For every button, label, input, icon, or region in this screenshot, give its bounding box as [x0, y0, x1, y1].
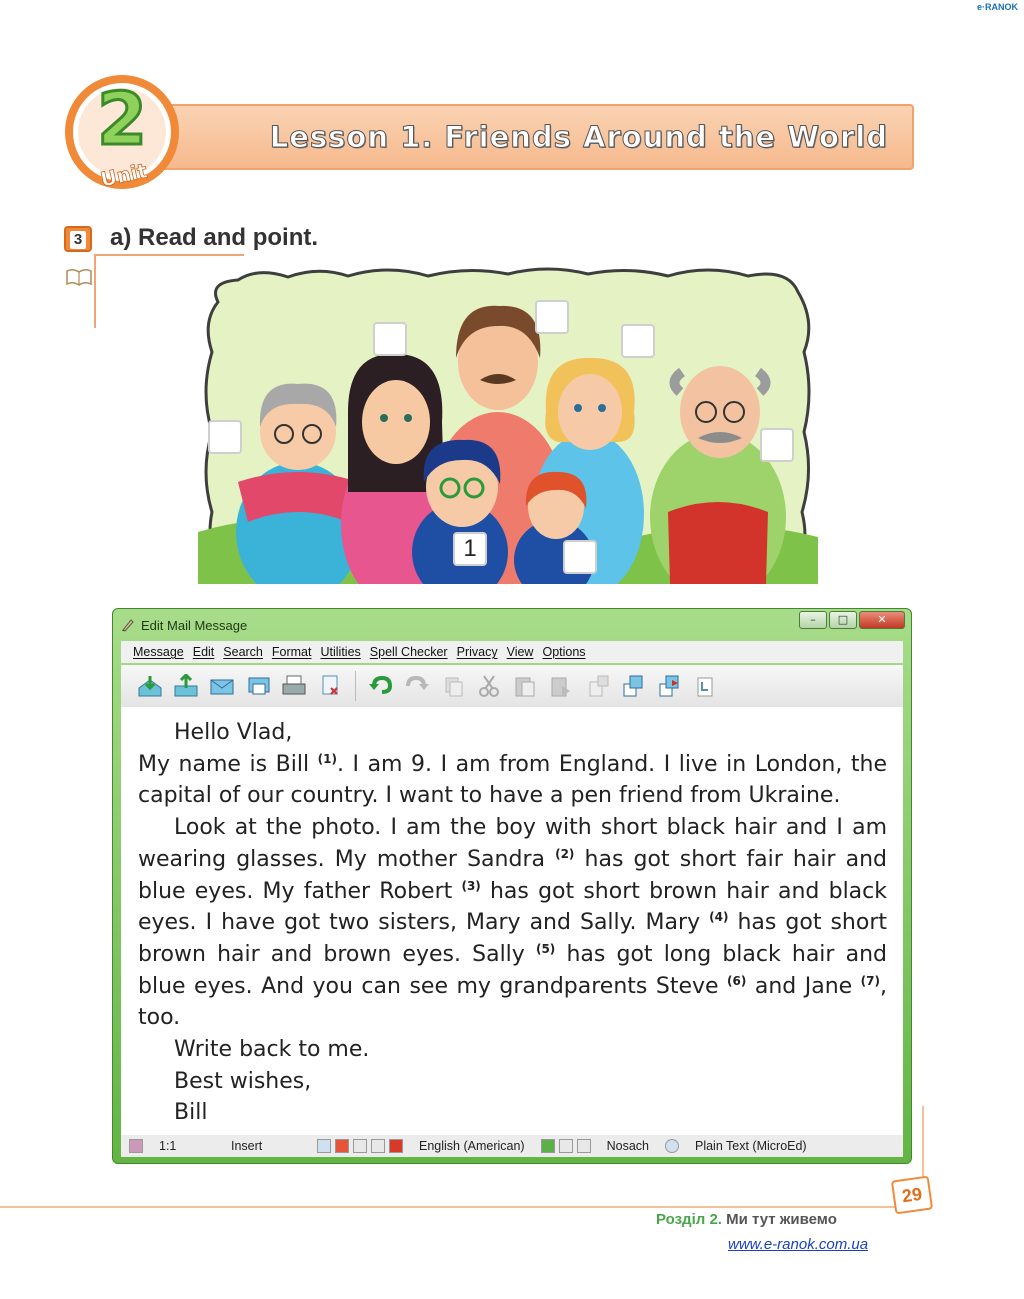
menu-options[interactable]: Options: [542, 645, 586, 659]
footer-section: [656, 1211, 837, 1228]
label-box-mother[interactable]: [621, 324, 655, 358]
toolbar: [121, 665, 903, 707]
label-box-boy[interactable]: 1: [453, 532, 487, 566]
label-box-grandfather[interactable]: [760, 428, 794, 462]
print-icon[interactable]: [277, 671, 311, 701]
status-format[interactable]: Plain Text (MicroEd): [694, 1139, 807, 1153]
signature-icon[interactable]: [541, 1139, 555, 1153]
status-format-icons: [309, 1135, 411, 1157]
label-box-girl[interactable]: [563, 540, 597, 574]
paragraph-family: Look at the photo. I am the boy with short black hair and I am wearing glasses. My mother Sandra $^{(2)}$ has got short fair hair and blue eyes. My father Robert $^{(3)}$ has got short brown hair and black eyes. I have got two sisters, Mary and Sally. Mary $^{(4)}$ has got short brown hair and brown eyes. Sally $^{(5)}$ has got long black hair and blue eyes. And you can see my grandparents Steve $^{(6)}$ and Jane $^{(7)}$, too.: [138, 815, 888, 1031]
page-side-line: [922, 1106, 924, 1180]
spellcheck-icon[interactable]: [389, 1139, 403, 1153]
publisher-logo: e·RANOK: [976, 2, 1018, 12]
send-icon[interactable]: [169, 671, 203, 701]
exercise-underline: [94, 254, 244, 256]
edit-mail-window: [112, 608, 912, 1164]
maximize-button[interactable]: □: [829, 611, 857, 629]
window-title: Edit Mail Message: [141, 617, 248, 633]
footer-url-link[interactable]: www.e-ranok.com.ua: [728, 1236, 869, 1253]
message-body-editor[interactable]: [121, 707, 903, 1135]
window-controls: [799, 611, 905, 629]
lesson-banner: [150, 104, 914, 170]
attach-icon[interactable]: [616, 671, 650, 701]
ref-5: (5): [535, 941, 556, 956]
status-icons-2: [533, 1135, 599, 1157]
new-message-icon[interactable]: [205, 671, 239, 701]
status-mode[interactable]: Insert: [231, 1139, 263, 1153]
paragraph-intro: My name is Bill $^{(1)}$. I am 9. I am from England. I live in London, the capital of our country. I want to have a pen friend from Ukraine.: [138, 751, 888, 809]
delete-icon[interactable]: [313, 671, 347, 701]
greeting-line: Hello Vlad,: [174, 720, 293, 745]
unit-number: 2: [96, 77, 148, 161]
ref-2: (2): [555, 846, 575, 861]
menu-search[interactable]: Search: [223, 645, 263, 659]
lesson-title: Lesson 1. Friends Around the World: [269, 120, 888, 154]
best-wishes-line: Best wishes,: [174, 1068, 312, 1094]
status-user[interactable]: Nosach: [606, 1139, 649, 1153]
minimize-button[interactable]: –: [799, 611, 827, 629]
undo-icon[interactable]: [364, 671, 398, 701]
status-doc-icon: [121, 1135, 151, 1157]
columns-icon[interactable]: [371, 1139, 385, 1153]
footer-divider: [0, 1206, 900, 1208]
paste-special-icon[interactable]: [544, 671, 578, 701]
redo-icon[interactable]: [400, 671, 434, 701]
menu-bar: [121, 641, 903, 663]
confirm-icon[interactable]: [559, 1139, 573, 1153]
window-titlebar: [121, 613, 247, 637]
menu-spell-checker[interactable]: Spell Checker: [369, 645, 448, 659]
label-box-young-woman[interactable]: [373, 322, 407, 356]
label-box-father[interactable]: [535, 300, 569, 334]
menu-privacy[interactable]: Privacy: [456, 645, 498, 659]
encrypt-icon[interactable]: [577, 1139, 591, 1153]
exercise-instruction: a) Read and point.: [110, 224, 319, 251]
unit-label: Unit: [98, 158, 150, 192]
copy-icon[interactable]: [436, 671, 470, 701]
wrap-icon[interactable]: [317, 1139, 331, 1153]
ref-6: (6): [727, 973, 747, 988]
mail-app-icon: [121, 618, 135, 632]
page-number: 29: [891, 1176, 933, 1215]
unit-badge: [62, 72, 182, 192]
exercise-number: 3: [64, 226, 92, 252]
signature-line: Bill: [174, 1100, 208, 1126]
book-icon: [66, 268, 92, 286]
ref-1: (1): [317, 751, 337, 766]
menu-view[interactable]: View: [506, 645, 534, 659]
status-clock-icon: [657, 1135, 687, 1157]
import-icon[interactable]: [688, 671, 722, 701]
highlight-icon[interactable]: [335, 1139, 349, 1153]
ref-3: (3): [461, 878, 481, 893]
exercise-side-line: [94, 256, 96, 328]
status-language[interactable]: English (American): [419, 1139, 525, 1153]
menu-format[interactable]: Format: [271, 645, 312, 659]
export-icon[interactable]: [652, 671, 686, 701]
paste-quote-icon[interactable]: [580, 671, 614, 701]
receive-icon[interactable]: [133, 671, 167, 701]
footer-section-part: Розділ 2.: [656, 1211, 722, 1228]
status-bar: [121, 1135, 903, 1157]
family-illustration: [198, 262, 818, 584]
menu-message[interactable]: Message: [133, 645, 184, 659]
ref-4: (4): [709, 910, 729, 925]
toolbar-separator: [355, 671, 356, 701]
align-icon[interactable]: [353, 1139, 367, 1153]
status-position: 1:1: [159, 1139, 177, 1153]
paste-icon[interactable]: [508, 671, 542, 701]
ref-7: (7): [860, 973, 880, 988]
label-box-grandmother[interactable]: [208, 420, 242, 454]
reply-icon[interactable]: [241, 671, 275, 701]
close-button[interactable]: ✕: [859, 611, 905, 629]
menu-utilities[interactable]: Utilities: [320, 645, 361, 659]
family-picture: [198, 262, 818, 584]
closing-line: Write back to me.: [174, 1037, 370, 1063]
cut-icon[interactable]: [472, 671, 506, 701]
menu-edit[interactable]: Edit: [192, 645, 215, 659]
footer-section-name: Ми тут живемо: [726, 1211, 837, 1228]
